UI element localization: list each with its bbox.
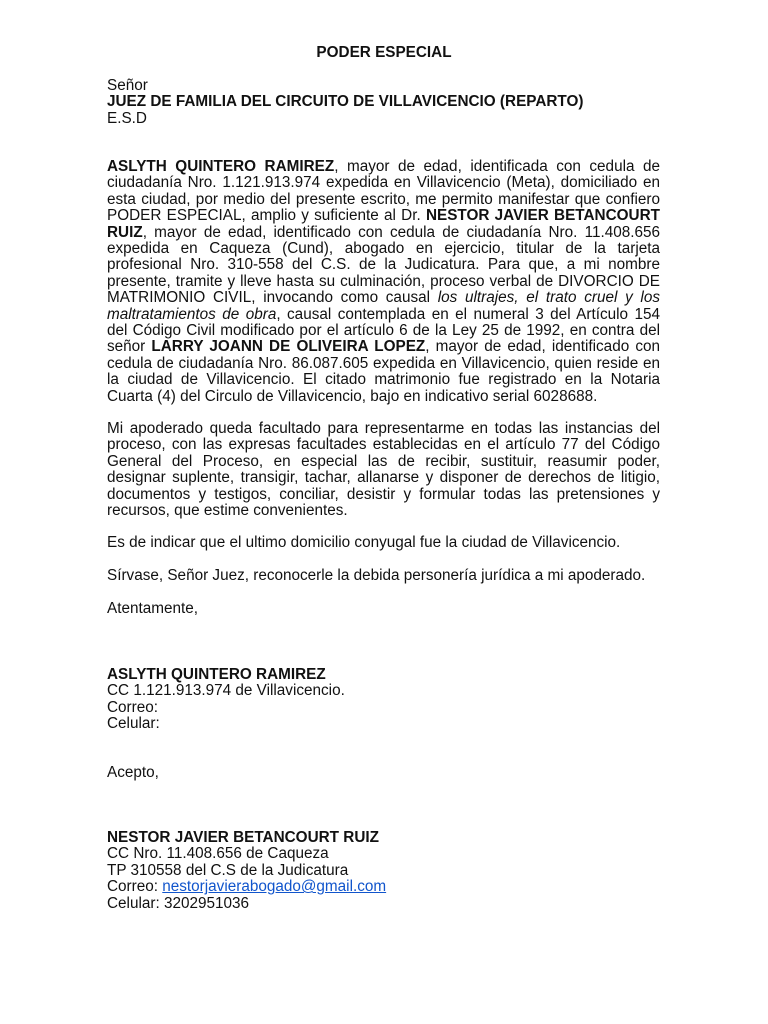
grantor-phone-label: Celular:: [107, 715, 160, 733]
paragraph-power-grant: [107, 159, 660, 405]
paragraph1-text-d: , mayor de edad, identificado con cedula de ciudadanía Nro. 86.087.605 expedida en Villavicencio, quien reside en la ciudad de Villavicencio. El citado matrimonio fue registrado en la Notaria Cuarta (4) del Circulo de Villavicencio, bajo en indicativo serial 6028688.: [107, 338, 661, 405]
grantor-signature-name: ASLYTH QUINTERO RAMIREZ: [107, 666, 326, 683]
document-title: PODER ESPECIAL: [316, 44, 452, 61]
respondent-name: LARRY JOANN DE OLIVEIRA LOPEZ: [151, 338, 426, 356]
court-name: JUEZ DE FAMILIA DEL CIRCUITO DE VILLAVICENCIO (REPARTO): [107, 93, 584, 111]
attorney-email-label: Correo:: [107, 878, 163, 896]
paragraph-domicile: Es de indicar que el ultimo domicilio conyugal fue la ciudad de Villavicencio.: [107, 534, 621, 551]
attorney-name: NESTOR JAVIER BETANCOURT RUIZ: [107, 207, 660, 241]
attorney-email-link[interactable]: nestorjavierabogado@gmail.com: [162, 878, 387, 896]
attorney-id-line: CC Nro. 11.408.656 de Caqueza: [107, 845, 329, 863]
paragraph1-text-a: , mayor de edad, identificada con cedula de ciudadanía Nro. 1.121.913.974 expedida en Villavicencio (Meta), domiciliado en esta ciudad, por medio del presente escrito, me permito manifestar que confiero PODER ESPECIAL, amplio y suficiente al Dr.: [107, 158, 661, 225]
grantor-name: ASLYTH QUINTERO RAMIREZ: [107, 158, 335, 175]
divorce-cause: los ultrajes, el trato cruel y los maltratamientos de obra: [107, 289, 660, 323]
attorney-email-line: [107, 879, 667, 895]
salutation: Señor: [107, 77, 148, 94]
paragraph1-text-b: , mayor de edad, identificado con cedula de ciudadanía Nro. 11.408.656 expedida en Caqueza (Cund), abogado en ejercicio, titular de la tarjeta profesional Nro. 310-558 del C.S. de la Judicatura. Para que, a mi nombre presente, tramite y lleve hasta su culminación, proceso verbal de DIVORCIO DE MATRIMONIO CIVIL, invocando como causal: [107, 223, 660, 307]
paragraph-powers: Mi apoderado queda facultado para representarme en todas las instancias del proceso, con las expresas facultades establecidas en el artículo 77 del Código General del Proceso, en especial las de recibir, sustituir, reasumir poder, designar suplente, transigir, tachar, allanarse y disponer de derechos de litigio, documentos y testigos, conciliar, desistir y formular todas las pretensiones y recursos, que estime convenientes.: [107, 420, 660, 520]
esd-abbreviation: E.S.D: [107, 109, 147, 127]
attorney-phone-line: Celular: 3202951036: [107, 894, 250, 912]
acceptance-label: Acepto,: [107, 764, 159, 781]
recipient-block: [107, 78, 667, 127]
grantor-email-label: Correo:: [107, 698, 159, 716]
grantor-id-line: CC 1.121.913.974 de Villavicencio.: [107, 682, 345, 700]
attorney-tp-line: TP 310558 del C.S de la Judicatura: [107, 861, 349, 879]
attorney-signature-block: [107, 830, 667, 912]
attorney-signature-name: NESTOR JAVIER BETANCOURT RUIZ: [107, 829, 379, 846]
grantor-signature-block: [107, 667, 667, 733]
closing-salutation: Atentamente,: [107, 600, 198, 617]
paragraph-request: Sírvase, Señor Juez, reconocerle la debida personería jurídica a mi apoderado.: [107, 567, 646, 584]
paragraph1-text-c: , causal contemplada en el numeral 3 del Artículo 154 del Código Civil modificado por el artículo 6 de la Ley 25 de 1992, en contra del señor: [107, 305, 661, 356]
